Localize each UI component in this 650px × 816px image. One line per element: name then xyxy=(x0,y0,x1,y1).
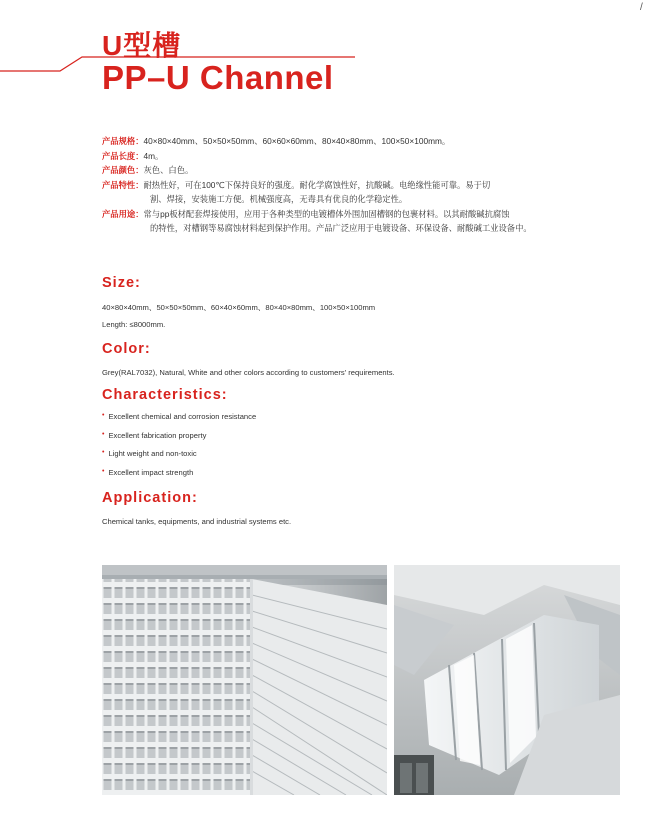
application-heading: Application: xyxy=(102,490,198,506)
cn-spec-label: 产品用途： xyxy=(102,208,144,219)
cn-spec-continuation: 的特性，对槽钢等易腐蚀材料起到保护作用。产品广泛应用于电镀设备、环保设备、耐酸碱工业设备中。 xyxy=(150,223,532,233)
page-title-en: PP–U Channel xyxy=(102,59,334,96)
list-item xyxy=(102,431,256,450)
color-heading: Color: xyxy=(102,341,151,357)
cn-spec-text: 常与pp板材配套焊接使用，应用于各种类型的电镀槽体外围加固槽钢的包裹材料。以其耐酸碱抗腐蚀 xyxy=(143,208,510,219)
cn-spec-item xyxy=(102,163,622,178)
list-item xyxy=(102,449,256,468)
characteristics-heading: Characteristics: xyxy=(102,387,228,403)
color-text: Grey(RAL7032), Natural, White and other colors according to customers' requirements. xyxy=(102,368,395,377)
cn-spec-label: 产品特性： xyxy=(102,179,144,190)
cn-spec-text: 40×80×40mm、50×50×50mm、60×60×60mm、80×40×80mm、100×50×100mm。 xyxy=(143,136,451,146)
characteristics-list xyxy=(102,412,256,486)
list-item xyxy=(102,412,256,431)
cn-spec-text: 耐热性好，可在100℃下保持良好的强度。耐化学腐蚀性好，抗酸碱。电绝缘性能可靠。易于切 xyxy=(143,179,491,190)
cn-spec-item xyxy=(102,207,622,236)
cn-spec-label: 产品长度： xyxy=(102,150,144,161)
cn-spec-item xyxy=(102,149,622,164)
list-item xyxy=(102,468,256,487)
cn-spec-continuation: 割、焊接，安装施工方便。机械强度高，无毒具有优良的化学稳定性。 xyxy=(150,194,408,204)
bullet-dot-icon: • xyxy=(102,449,105,456)
list-item-text: Excellent impact strength xyxy=(108,467,194,477)
bullet-dot-icon: • xyxy=(102,430,105,438)
list-item-text: Excellent fabrication property xyxy=(108,430,207,440)
corner-mark: / xyxy=(640,2,643,13)
size-dimensions-text: 40×80×40mm、50×50×50mm、60×40×60mm、80×40×80mm、100×50×100mm xyxy=(102,303,376,312)
bullet-dot-icon: • xyxy=(102,467,105,475)
cn-spec-label: 产品规格： xyxy=(102,136,144,146)
list-item-text: Excellent chemical and corrosion resistance xyxy=(108,412,257,421)
list-item-text: Light weight and non-toxic xyxy=(108,449,197,458)
bullet-dot-icon: • xyxy=(102,412,105,419)
cn-spec-text: 灰色、白色。 xyxy=(143,165,194,175)
page-title-cn: U型槽 xyxy=(102,30,182,61)
cn-spec-text: 4m。 xyxy=(143,150,164,161)
size-heading: Size: xyxy=(102,275,141,291)
white-channels-photo xyxy=(394,565,620,795)
cn-spec-label: 产品颜色： xyxy=(102,165,144,175)
stacked-channels-photo xyxy=(102,565,387,795)
cn-spec-item xyxy=(102,178,622,207)
application-text: Chemical tanks, equipments, and industrial systems etc. xyxy=(102,517,292,526)
cn-spec-list xyxy=(102,134,622,236)
cn-spec-item xyxy=(102,134,622,149)
size-length-text: Length: ≤8000mm. xyxy=(102,320,166,329)
